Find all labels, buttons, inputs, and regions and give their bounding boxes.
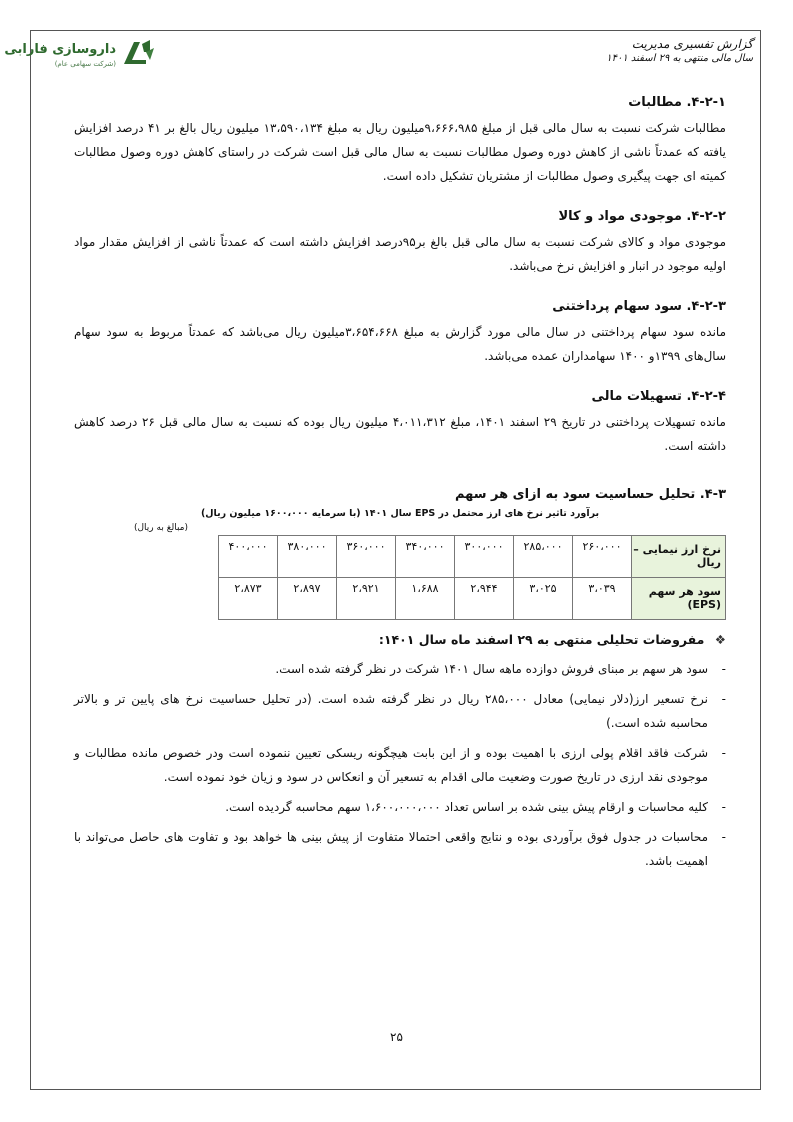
eps-cell: ۲،۹۲۱ [337, 578, 396, 620]
section-inventory [74, 206, 726, 278]
section-paragraph: مانده سود سهام پرداختنی در سال مالی مورد گزارش به مبلغ ۳،۶۵۴،۶۶۸میلیون ریال می‌باشد که عمدتاً مربوط به سود سهام سال‌های ۱۳۹۹و ۱۴۰۰ سهامداران عمده می‌باشد. [74, 325, 726, 363]
section-paragraph: مطالبات شرکت نسبت به سال مالی قبل از مبلغ ۹،۶۶۶،۹۸۵میلیون ریال به مبلغ ۱۳،۵۹۰،۱۳۴ میلیون ریال بالغ بر ۴۱ درصد افزایش یافته که عمدتاً ناشی از کاهش دوره وصول مطالبات نسبت به سال مالی قبل است شرکت در راستای کاهش دوره وصول مطالبات کمیته ای جهت پیگیری وصول مطالبات از مشتریان تشکیل داده است. [74, 121, 726, 183]
section-dividends-payable [74, 296, 726, 368]
company-logo [4, 38, 156, 72]
dash-icon: - [721, 830, 726, 844]
list-item-text: کلیه محاسبات و ارقام پیش بینی شده بر اساس تعداد ۱،۶۰۰،۰۰۰،۰۰۰ سهم محاسبه گردیده است. [225, 800, 708, 814]
row-header-eps: سود هر سهم (EPS) [632, 578, 726, 620]
eps-cell: ۲،۸۷۳ [219, 578, 278, 620]
section-paragraph: مانده تسهیلات پرداختنی در تاریخ ۲۹ اسفند ۱۴۰۱، مبلغ ۴،۰۱۱،۳۱۲ میلیون ریال بوده که نسبت به سال مالی قبل ۲۶ درصد کاهش داشته است. [74, 415, 726, 453]
list-item-text: شرکت فاقد اقلام پولی ارزی با اهمیت بوده و از این بابت هیچگونه ریسکی تعیین ننموده است ودر خصوص مانده مطالبات و موجودی نقد ارزی در تاریخ صورت وضعیت مالی اقدام به تسعیر آن و انعکاس در سود و زیان خود نموده است. [74, 746, 708, 784]
list-item [74, 657, 726, 681]
row-header-rate: نرخ ارز نیمایی – ریال [632, 536, 726, 578]
rate-cell: ۳۴۰،۰۰۰ [396, 536, 455, 578]
section-sensitivity [74, 484, 726, 620]
section-title: ۴-۲-۳. سود سهام پرداختنی [552, 299, 726, 314]
section-title: ۴-۲-۴. تسهیلات مالی [591, 389, 726, 404]
assumptions-list [74, 657, 726, 873]
eps-cell: ۳،۰۲۵ [514, 578, 573, 620]
table-caption: برآورد تاثیر نرخ های ارز محتمل در EPS سال ۱۴۰۱ (با سرمایه ۱۶۰۰،۰۰۰ میلیون ریال) [200, 508, 600, 519]
unit-note: (مبالغ به ریال) [134, 523, 189, 533]
table-row-rates [219, 536, 726, 578]
report-header [606, 36, 753, 66]
list-item [74, 741, 726, 789]
list-item-text: سود هر سهم بر مبنای فروش دوازده ماهه سال ۱۴۰۱ شرکت در نظر گرفته شده است. [275, 662, 708, 676]
list-item-text: محاسبات در جدول فوق برآوردی بوده و نتایج واقعی احتمالا متفاوت از پیش بینی ها خواهد بود و تفاوت های حاصل می‌تواند با اهمیت باشد. [74, 830, 708, 868]
report-title: گزارش تفسیری مدیریت [631, 37, 753, 51]
rate-cell: ۳۶۰،۰۰۰ [337, 536, 396, 578]
section-title: ۴-۲-۱. مطالبات [628, 95, 726, 110]
eps-sensitivity-table [218, 535, 726, 620]
eps-cell: ۳،۰۳۹ [573, 578, 632, 620]
assumptions-heading [74, 632, 726, 647]
logo-mark-icon [120, 38, 156, 68]
section-title: ۴-۳. تحلیل حساسیت سود به ازای هر سهم [454, 487, 726, 502]
eps-cell: ۲،۹۴۴ [455, 578, 514, 620]
table-row-eps [219, 578, 726, 620]
page-number: ۲۵ [390, 1030, 403, 1044]
rate-cell: ۲۶۰،۰۰۰ [573, 536, 632, 578]
dash-icon: - [721, 746, 726, 760]
section-receivables [74, 92, 726, 188]
logo-subtitle: (شرکت سهامی عام) [54, 60, 116, 68]
section-title: ۴-۲-۲. موجودی مواد و کالا [558, 209, 726, 224]
rate-cell: ۳۰۰،۰۰۰ [455, 536, 514, 578]
list-item [74, 687, 726, 735]
logo-name: داروسازی فارابی [4, 42, 116, 57]
main-content [74, 92, 726, 879]
eps-cell: ۱،۶۸۸ [396, 578, 455, 620]
assumptions-title: مفروضات تحلیلی منتهی به ۲۹ اسفند ماه سال ۱۴۰۱: [378, 632, 705, 647]
list-item [74, 825, 726, 873]
dash-icon: - [721, 800, 726, 814]
rate-cell: ۲۸۵،۰۰۰ [514, 536, 573, 578]
rate-cell: ۴۰۰،۰۰۰ [219, 536, 278, 578]
dash-icon: - [721, 692, 726, 706]
eps-cell: ۲،۸۹۷ [278, 578, 337, 620]
list-item-text: نرخ تسعیر ارز(دلار نیمایی) معادل ۲۸۵،۰۰۰ ریال در نظر گرفته شده است. (در تحلیل حساسیت نرخ های پایین تر و بالاتر محاسبه شده است.) [74, 692, 708, 730]
list-item [74, 795, 726, 819]
rate-cell: ۳۸۰،۰۰۰ [278, 536, 337, 578]
dash-icon: - [721, 662, 726, 676]
section-paragraph: موجودی مواد و کالای شرکت نسبت به سال مالی قبل بالغ بر۹۵درصد افزایش داشته است که عمدتاً ناشی از افزایش مقدار مواد اولیه موجود در انبار و افزایش نرخ می‌باشد. [74, 235, 727, 273]
section-financial-facilities [74, 386, 726, 458]
diamond-bullet-icon: ❖ [714, 632, 726, 647]
report-period: سال مالی منتهی به ۲۹ اسفند ۱۴۰۱ [606, 53, 753, 64]
